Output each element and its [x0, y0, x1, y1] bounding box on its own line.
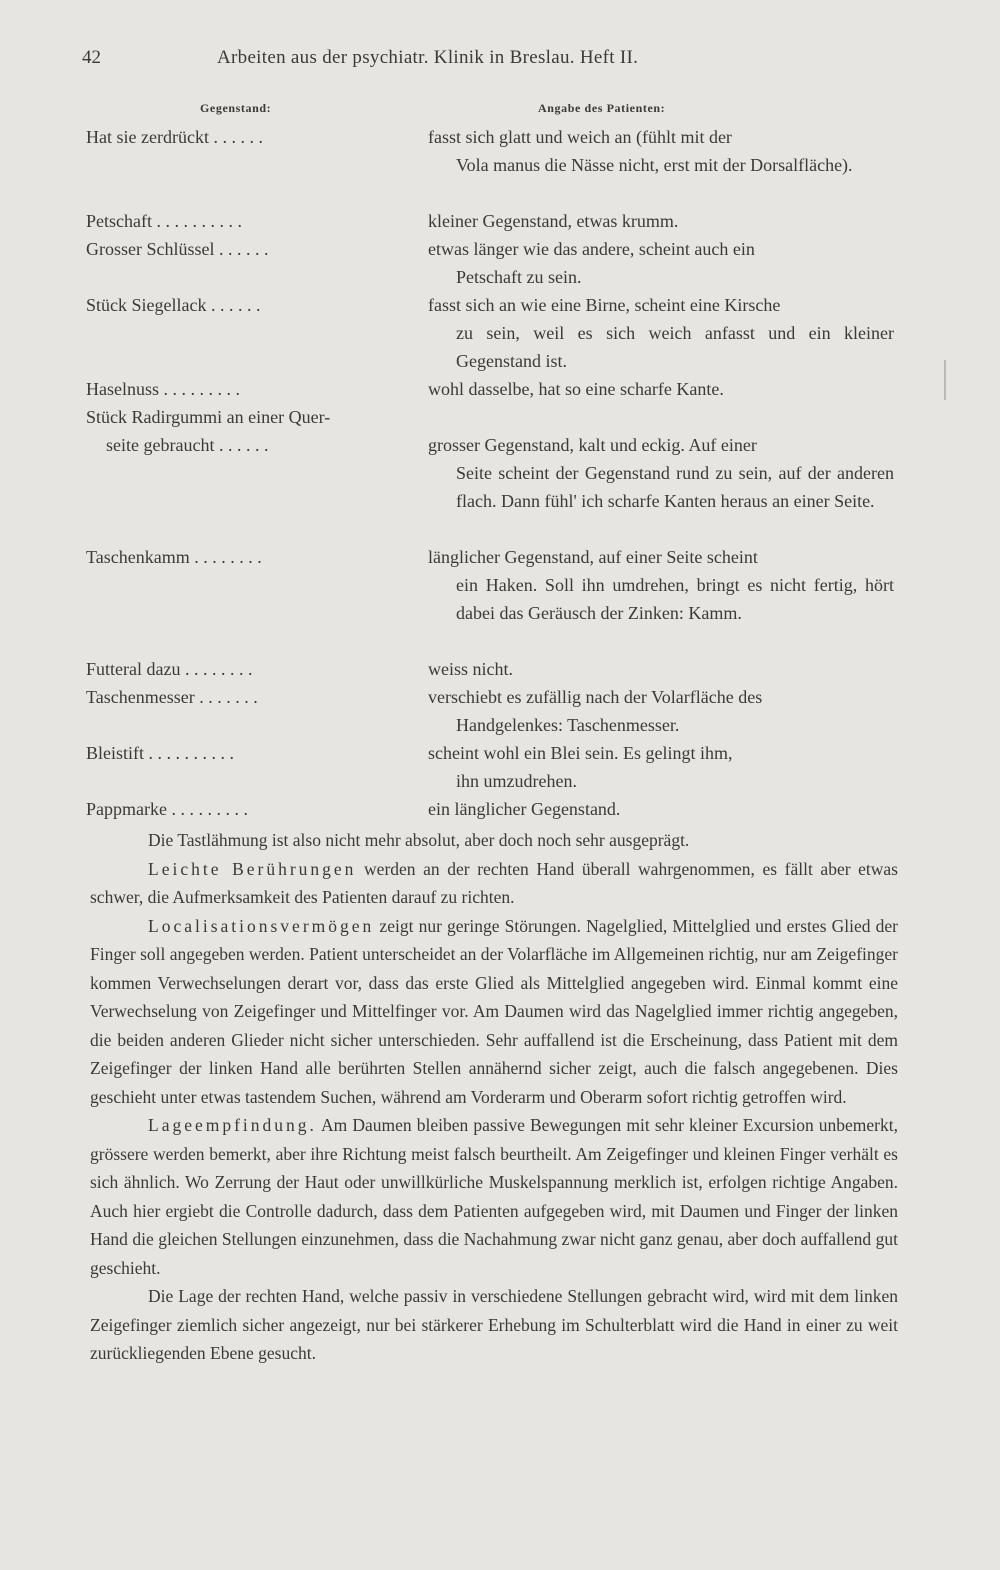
table-row — [0, 739, 1000, 795]
object-answer-table — [0, 123, 1000, 823]
table-row — [0, 291, 1000, 375]
object-name: Stück Radirgummi an einer Quer- — [86, 407, 331, 427]
object-name: Futteral dazu . . . . . . . . — [86, 659, 253, 679]
column-headings — [0, 101, 1000, 121]
patient-answer: etwas länger wie das andere, scheint auch ein Petschaft zu sein. — [428, 239, 755, 287]
page-header — [82, 47, 902, 77]
running-title: Arbeiten aus der psychiatr. Klinik in Breslau. Heft II. — [217, 47, 639, 68]
spaced-term: Localisationsvermögen — [148, 915, 375, 936]
paragraph: Lageempfindung. Am Daumen bleiben passive Bewegungen mit sehr kleiner Excursion unbemerkt, grössere werden bemerkt, aber ihre Richtung meist falsch beurtheilt. Am Zeigefinger und kleinen Finger verhält es sich ähnlich. Wo Zerrung der Haut oder unwillkürliche Muskelspannung merklich ist, erfolgen richtige Angaben. Auch hier ergiebt die Controlle dadurch, dass dem Patienten aufgegeben wird, mit Daumen und Finger der linken Hand die gleichen Stellungen einzunehmen, dass die Nachahmung zwar nicht ganz genau, aber doch auffallend gut geschieht. — [90, 1115, 898, 1278]
patient-answer: scheint wohl ein Blei sein. Es gelingt ihm, ihn umzudrehen. — [428, 743, 733, 791]
object-column-heading: Gegenstand: — [200, 101, 272, 115]
patient-answer: grosser Gegenstand, kalt und eckig. Auf einer Seite scheint der Gegenstand rund zu sein, auf der anderen flach. Dann fühl' ich scharfe Kanten heraus an einer Seite. — [428, 435, 894, 511]
spaced-term: Lageempfindung. — [148, 1115, 317, 1135]
object-name: Grosser Schlüssel . . . . . . — [86, 239, 269, 259]
table-row — [0, 683, 1000, 739]
object-name: Pappmarke . . . . . . . . . — [86, 799, 248, 819]
table-row — [0, 375, 1000, 403]
table-row — [0, 207, 1000, 235]
table-row — [0, 543, 1000, 655]
spaced-term: Leichte Berührungen — [148, 858, 357, 879]
patient-answer: weiss nicht. — [428, 659, 513, 679]
object-name: seite gebraucht . . . . . . — [106, 435, 269, 455]
object-name: Hat sie zerdrückt . . . . . . — [86, 127, 263, 147]
patient-answer: ein länglicher Gegenstand. — [428, 799, 621, 819]
table-row — [0, 403, 1000, 431]
margin-mark — [944, 360, 946, 400]
patient-answer: verschiebt es zufällig nach der Volarfläche des Handgelenkes: Taschenmesser. — [428, 687, 763, 735]
table-row — [0, 655, 1000, 683]
object-name: Taschenkamm . . . . . . . . — [86, 547, 262, 567]
answer-column-heading: Angabe des Patienten: — [538, 101, 666, 115]
paragraph: Die Lage der rechten Hand, welche passiv in verschiedene Stellungen gebracht wird, wird mit dem linken Zeigefinger ziemlich sicher angezeigt, nur bei stärkerer Erhebung im Schulterblatt wird die Hand in einer zu weit zurückliegenden Ebene gesucht. — [90, 1286, 898, 1363]
paragraph: Leichte Berührungen werden an der rechten Hand überall wahrgenommen, es fällt aber etwas schwer, die Aufmerksamkeit des Patienten darauf zu richten. — [90, 858, 898, 907]
paragraph: Die Tastlähmung ist also nicht mehr absolut, aber doch noch sehr ausgeprägt. — [148, 830, 690, 850]
patient-answer: fasst sich an wie eine Birne, scheint eine Kirsche zu sein, weil es sich weich anfasst und ein kleiner Gegenstand ist. — [428, 295, 894, 371]
table-row — [0, 795, 1000, 823]
table-row — [0, 123, 1000, 207]
object-name: Taschenmesser . . . . . . . — [86, 687, 258, 707]
table-row — [0, 431, 1000, 543]
object-name: Haselnuss . . . . . . . . . — [86, 379, 240, 399]
object-name: Petschaft . . . . . . . . . . — [86, 211, 242, 231]
object-name: Bleistift . . . . . . . . . . — [86, 743, 234, 763]
patient-answer: wohl dasselbe, hat so eine scharfe Kante. — [428, 379, 724, 399]
patient-answer: kleiner Gegenstand, etwas krumm. — [428, 211, 679, 231]
patient-answer: fasst sich glatt und weich an (fühlt mit der Vola manus die Nässe nicht, erst mit der Dorsalfläche). — [428, 127, 853, 175]
object-name: Stück Siegellack . . . . . . — [86, 295, 261, 315]
body-text — [90, 826, 898, 1368]
patient-answer: länglicher Gegenstand, auf einer Seite scheint ein Haken. Soll ihn umdrehen, bringt es nicht fertig, hört dabei das Geräusch der Zinken: Kamm. — [428, 547, 894, 623]
paragraph: Localisationsvermögen zeigt nur geringe Störungen. Nagelglied, Mittelglied und erstes Glied der Finger soll angegeben werden. Patient unterscheidet an der Volarfläche im Allgemeinen richtig, nur am Zeigefinger kommen Verwechselungen derart vor, dass das erste Glied als Mittelglied angegeben wird. Einmal kommt eine Verwechselung von Zeigefinger und Mittelfinger vor. Am Daumen wird das Nagelglied immer richtig angegeben, die beiden anderen Glieder nicht sicher unterschieden. Sehr auffallend ist die Erscheinung, dass Patient mit dem Zeigefinger der linken Hand alle berührten Stellen annähernd sicher zeigt, auch die falsch angegebenen. Dies geschieht unter etwas tastendem Suchen, während am Vorderarm und Oberarm sofort richtig getroffen wird. — [90, 915, 898, 1107]
table-row — [0, 235, 1000, 291]
page-number: 42 — [82, 47, 101, 68]
